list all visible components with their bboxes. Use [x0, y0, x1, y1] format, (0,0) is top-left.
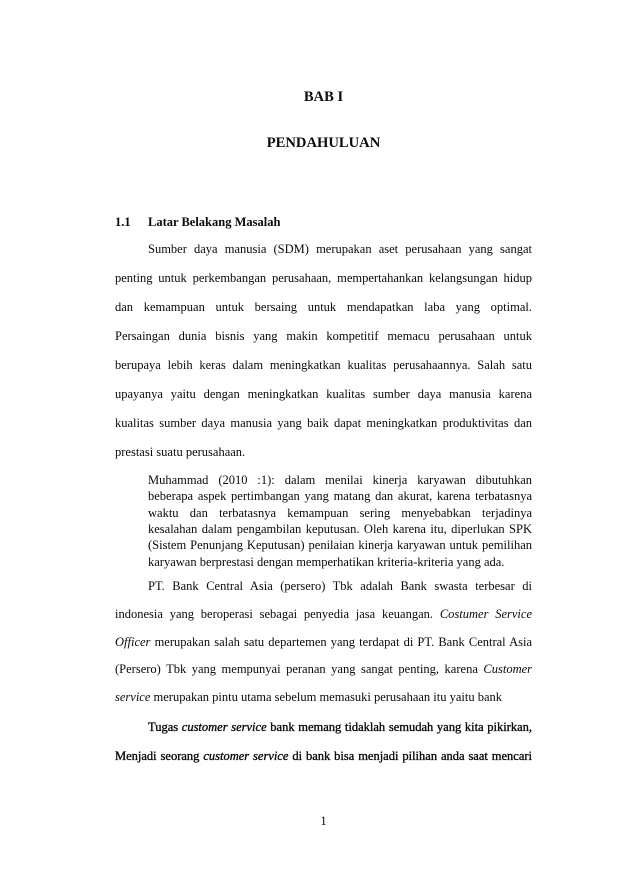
italic-term: Costumer Service — [439, 606, 532, 621]
paragraph-line: berupaya lebih keras dalam meningkatkan kualitas perusahaannya. Salah satu — [115, 357, 532, 372]
paragraph-1 — [115, 235, 532, 468]
paragraph-line — [115, 601, 532, 629]
quote-line: (Sistem Penunjang Keputusan) penilaian kinerja karyawan untuk pemilihan — [148, 538, 532, 553]
quote-line: Muhammad (2010 :1): dalam menilai kinerja karyawan dibutuhkan — [148, 472, 532, 487]
paragraph-line — [115, 742, 532, 771]
italic-term: customer service — [203, 748, 289, 763]
paragraph-line: dan kemampuan untuk bersaing untuk mendapatkan laba yang optimal. — [115, 299, 532, 314]
chapter-title: PENDAHULUAN — [266, 135, 381, 151]
quote-line: karyawan berprestasi dengan memperhatikan kriteria-kriteria yang ada. — [148, 554, 505, 569]
quote-line: beberapa aspek pertimbangan yang matang dan akurat, karena terbatasnya — [148, 489, 532, 504]
text-segment: Tugas — [148, 719, 179, 734]
text-segment: (Persero) Tbk yang mempunyai peranan yang sangat penting, karena — [115, 662, 478, 677]
paragraph-line: upayanya yaitu dengan meningkatkan kualitas sumber daya manusia karena — [115, 386, 532, 401]
text-segment: bank memang tidaklah semudah yang kita pikirkan, — [270, 719, 533, 734]
italic-term: customer service — [181, 719, 267, 734]
text-segment: merupakan salah satu departemen yang terdapat di PT. Bank Central Asia — [154, 634, 533, 649]
paragraph-line: prestasi suatu perusahaan. — [115, 445, 246, 460]
text-segment: Menjadi seorang — [115, 748, 200, 763]
section-heading — [115, 212, 532, 232]
page-number: 1 — [320, 814, 327, 828]
text-segment: di bank bisa menjadi pilihan anda saat mencari — [292, 748, 533, 763]
quote-line: kesalahan dalam pengambilan keputusan. Oleh karena itu, diperlukan SPK — [148, 522, 532, 537]
section-number: 1.1 — [115, 215, 131, 229]
paragraph-line: penting untuk perkembangan perusahaan, mempertahankan kelangsungan hidup — [115, 270, 532, 285]
quote-line: waktu dan terbatasnya kemampuan sering menyebabkan terjadinya — [148, 505, 532, 520]
text-segment: PT. Bank Central Asia (persero) Tbk adalah Bank swasta terbesar di — [148, 579, 532, 594]
italic-term: Officer — [115, 634, 151, 649]
italic-term: Customer — [483, 662, 533, 677]
text-segment: indonesia yang beroperasi sebagai penyedia jasa keuangan. — [115, 606, 434, 621]
italic-term: service — [115, 690, 151, 705]
paragraph-3 — [115, 713, 532, 771]
chapter-label: BAB I — [303, 89, 344, 105]
paragraph-line — [115, 573, 532, 601]
paragraph-line — [115, 684, 532, 712]
block-quote — [148, 472, 532, 570]
paragraph-line: kualitas sumber daya manusia yang baik dapat meningkatkan produktivitas dan — [115, 416, 532, 431]
paragraph-line: Persaingan dunia bisnis yang makin kompetitif memacu perusahaan untuk — [115, 328, 532, 343]
paragraph-line — [115, 629, 532, 657]
section-title: Latar Belakang Masalah — [148, 215, 281, 229]
paragraph-2 — [115, 573, 532, 712]
text-segment: merupakan pintu utama sebelum memasuki perusahaan itu yaitu bank — [153, 690, 503, 705]
paragraph-line — [115, 656, 532, 684]
paragraph-line: Sumber daya manusia (SDM) merupakan aset perusahaan yang sangat — [148, 241, 532, 256]
paragraph-line — [115, 713, 532, 742]
